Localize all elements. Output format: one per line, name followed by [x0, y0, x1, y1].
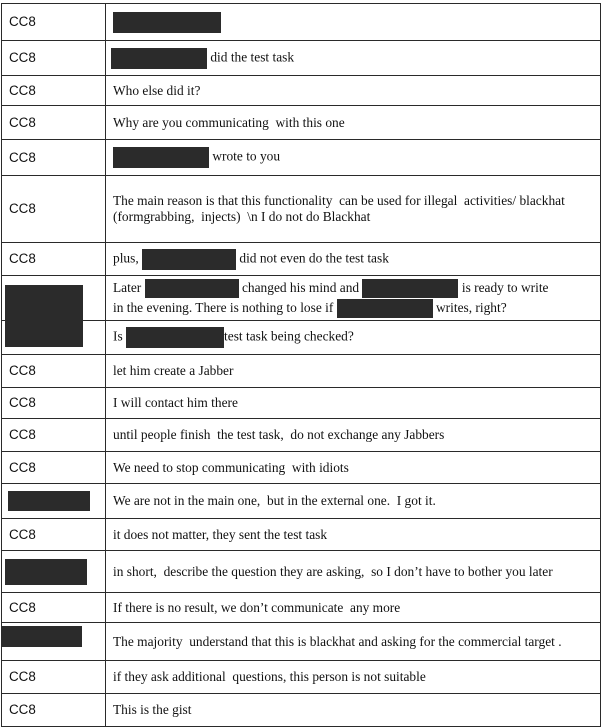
message-text: in the evening. There is nothing to lose if	[113, 300, 334, 315]
message-text: let him create a Jabber	[106, 355, 601, 388]
chat-log-table	[1, 3, 601, 727]
speaker-cell: CC8	[2, 140, 106, 176]
redaction-box	[113, 12, 221, 33]
speaker-cell: CC8	[2, 452, 106, 484]
redaction-box	[111, 48, 207, 69]
table-row	[2, 484, 601, 519]
message-cell	[106, 140, 601, 176]
speaker-cell: CC8	[2, 593, 106, 623]
speaker-cell: CC8	[2, 419, 106, 452]
table-row	[2, 419, 601, 452]
message-cell	[106, 41, 601, 76]
speaker-redaction-box	[8, 491, 90, 511]
speaker-cell: CC8	[2, 76, 106, 106]
table-row	[2, 694, 601, 727]
table-row	[2, 41, 601, 76]
table-row	[2, 623, 601, 661]
message-text: writes, right?	[436, 300, 507, 315]
redaction-box	[337, 299, 433, 318]
table-row	[2, 243, 601, 276]
message-cell	[106, 276, 601, 321]
table-row	[2, 140, 601, 176]
table-row	[2, 355, 601, 388]
message-text: plus,	[113, 250, 139, 266]
table-row	[2, 388, 601, 419]
redaction-box	[362, 279, 458, 298]
message-text: in short, describe the question they are asking, so I don’t have to bother you later	[106, 551, 601, 593]
speaker-redaction-box	[5, 559, 87, 585]
message-text: did not even do the test task	[239, 250, 389, 266]
table-row	[2, 452, 601, 484]
speaker-cell: CC8	[2, 388, 106, 419]
redaction-box	[142, 249, 236, 270]
message-text: if they ask additional questions, this person is not suitable	[106, 661, 601, 694]
message-text: The majority understand that this is blackhat and asking for the commercial target .	[106, 623, 601, 661]
table-row	[2, 4, 601, 41]
message-cell	[106, 4, 601, 41]
table-row	[2, 321, 601, 355]
table-row	[2, 176, 601, 243]
speaker-redaction-box	[2, 626, 82, 647]
message-text: Later	[113, 279, 142, 295]
speaker-cell: CC8	[2, 176, 106, 243]
message-text: Is	[113, 328, 123, 344]
message-text: wrote to you	[212, 148, 281, 164]
message-text: test task being checked?	[224, 328, 354, 344]
message-text: it does not matter, they sent the test task	[106, 519, 601, 551]
table-row	[2, 76, 601, 106]
message-cell	[106, 321, 601, 355]
message-text: This is the gist	[106, 694, 601, 727]
table-row	[2, 551, 601, 593]
redaction-box	[145, 279, 239, 298]
speaker-cell: CC8	[2, 243, 106, 276]
message-text: is ready to write	[461, 279, 549, 295]
speaker-cell: CC8	[2, 355, 106, 388]
speaker-cell: CC8	[2, 4, 106, 41]
speaker-cell: CC8	[2, 694, 106, 727]
message-text: I will contact him there	[106, 388, 601, 419]
message-text: Who else did it?	[106, 76, 601, 106]
redaction-box	[126, 327, 224, 348]
message-text: Why are you communicating with this one	[106, 106, 601, 140]
message-text: We need to stop communicating with idiots	[106, 452, 601, 484]
speaker-cell: CC8	[2, 519, 106, 551]
message-text: changed his mind and	[241, 279, 360, 295]
table-row	[2, 661, 601, 694]
speaker-redaction-box	[5, 285, 83, 347]
redaction-box	[113, 147, 209, 168]
message-text: If there is no result, we don’t communicate any more	[106, 593, 601, 623]
message-text: The main reason is that this functionality can be used for illegal activities/ blackhat (formgrabbing, injects) \n I do not do Blackhat	[106, 176, 601, 243]
message-text: until people finish the test task, do not exchange any Jabbers	[106, 419, 601, 452]
table-row	[2, 593, 601, 623]
speaker-cell: CC8	[2, 106, 106, 140]
table-row	[2, 276, 601, 321]
table-row	[2, 519, 601, 551]
message-text: did the test task	[210, 49, 295, 65]
speaker-cell: CC8	[2, 661, 106, 694]
table-row	[2, 106, 601, 140]
speaker-cell: CC8	[2, 41, 106, 76]
message-cell	[106, 243, 601, 276]
message-text: We are not in the main one, but in the external one. I got it.	[106, 484, 601, 519]
